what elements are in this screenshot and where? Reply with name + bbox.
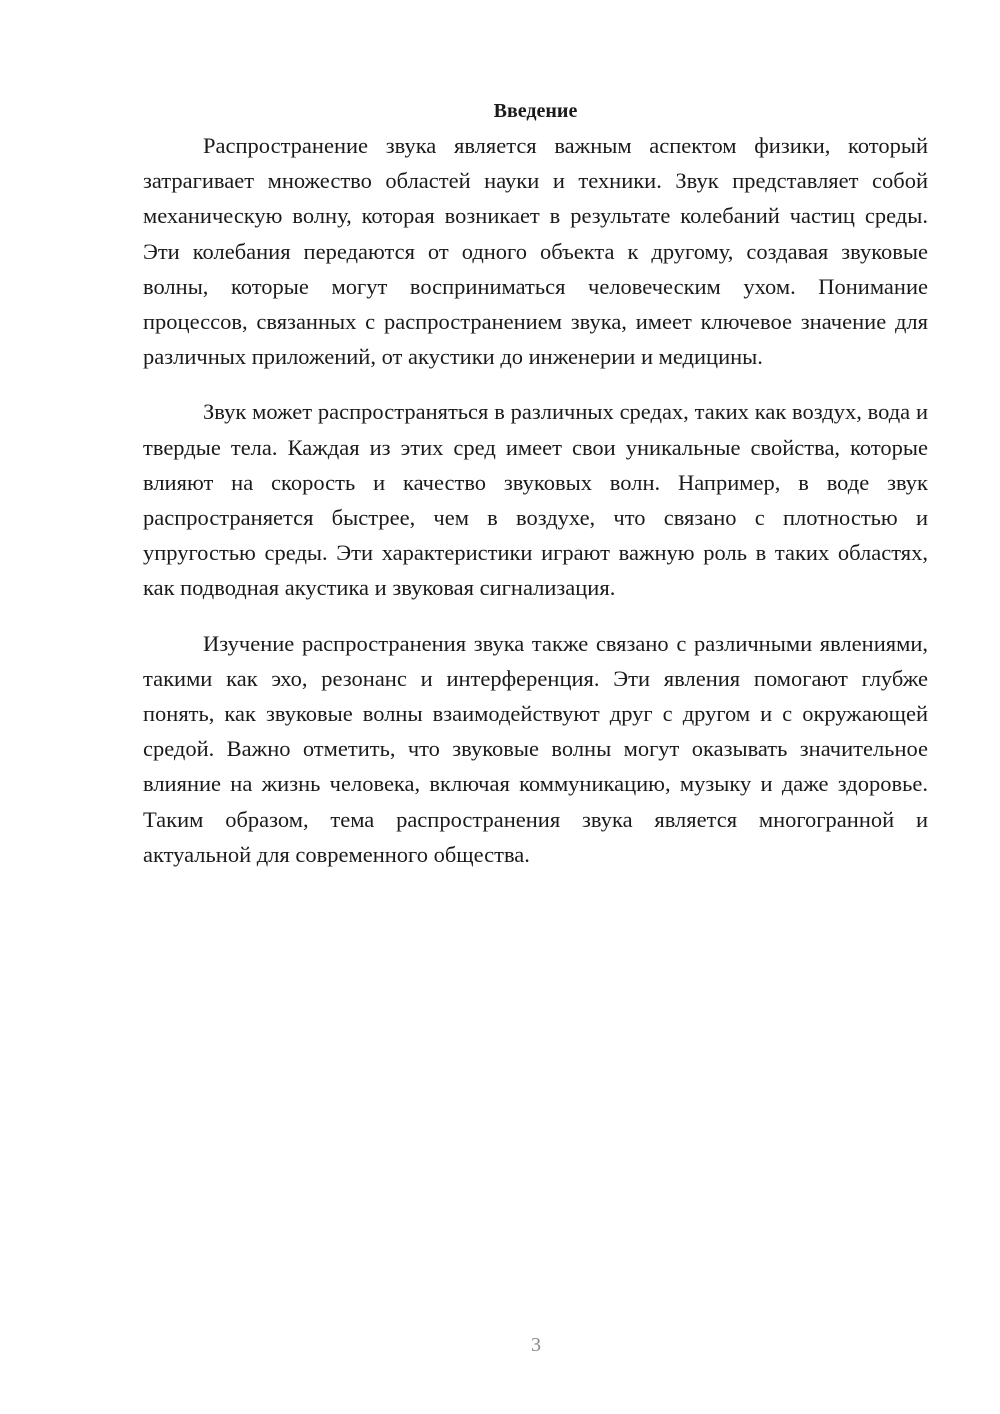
page-number: 3	[531, 1334, 541, 1356]
paragraph-1: Распространение звука является важным аспектом физики, который затрагивает множество областей науки и техники. Звук представляет собой механическую волну, которая возникает в результате колебаний частиц среды. Эти колебания передаются от одного объекта к другому, создавая звуковые волны, которые могут восприниматься человеческим ухом. Понимание процессов, связанных с распространением звука, имеет ключевое значение для различных приложений, от акустики до инженерии и медицины.	[143, 133, 928, 370]
paragraph-3: Изучение распространения звука также связано с различными явлениями, такими как эхо, резонанс и интерференция. Эти явления помогают глубже понять, как звуковые волны взаимодействуют друг с другом и с окружающей средой. Важно отметить, что звуковые волны могут оказывать значительное влияние на жизнь человека, включая коммуникацию, музыку и даже здоровье. Таким образом, тема распространения звука является многогранной и актуальной для современного общества.	[143, 630, 928, 867]
section-heading: Введение	[493, 100, 578, 122]
paragraph-2: Звук может распространяться в различных средах, таких как воздух, вода и твердые тела. Каждая из этих сред имеет свои уникальные свойства, которые влияют на скорость и качество звуковых волн. Например, в воде звук распространяется быстрее, чем в воздухе, что связано с плотностью и упругостью среды. Эти характеристики играют важную роль в таких областях, как подводная акустика и звуковая сигнализация.	[143, 399, 928, 601]
page-content	[143, 96, 928, 872]
